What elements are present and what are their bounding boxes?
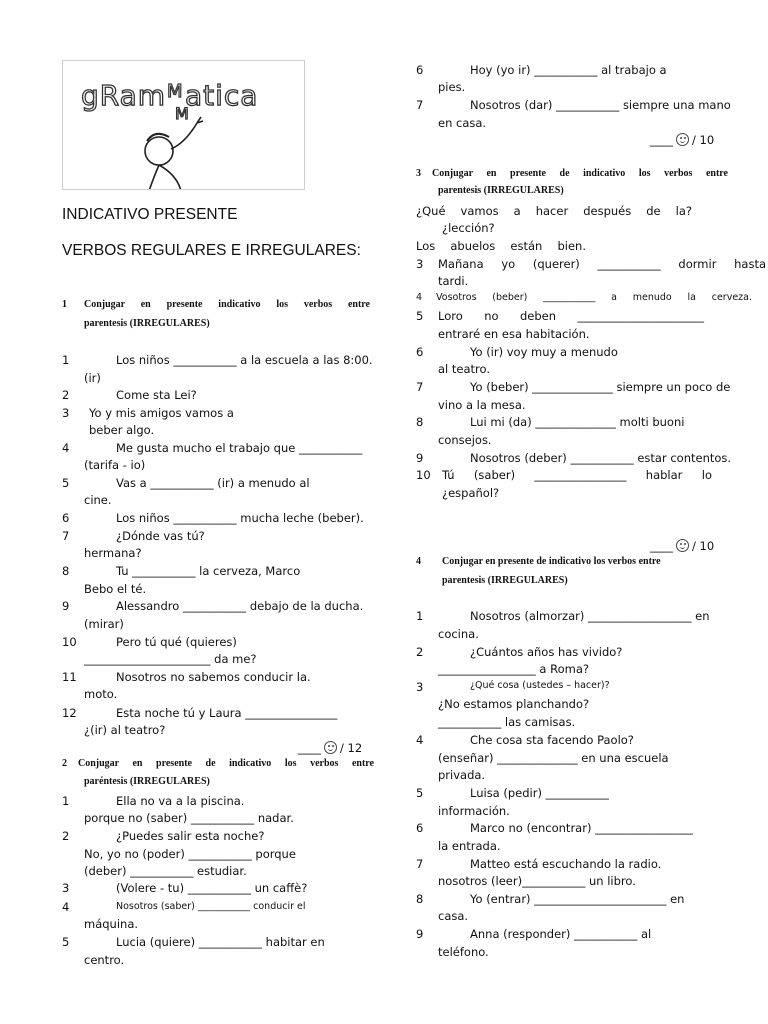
ex3-item-text: Yo (beber) ______________ siempre un poco de [470,380,731,394]
ex3-item-text-cont: ¿español? [442,486,500,500]
ex2-number: 2 [62,758,67,769]
ex4-item-number: 9 [416,927,424,941]
ex1-item-text: Nosotros no sabemos conducir la. [116,670,311,684]
ex1-item-text-cont: cine. [84,493,112,507]
score-total: / 12 [340,741,363,755]
ex1-item-text: Yo y mis amigos vamos a [89,406,234,420]
ex1-item-number: 8 [62,564,70,578]
ex3-item-text: Yo (ir) voy muy a menudo [470,345,618,359]
ex3-item-text: Lui mi (da) ______________ molti buoni [470,415,685,429]
ex4-item-text: Matteo está escuchando la radio. [470,857,662,871]
ex3-item-number: 10 [416,468,431,482]
ex3-number: 3 [416,168,421,179]
ex3-item-text-cont: tardi. [438,274,469,288]
ex1-item-text: Los niños ___________ mucha leche (beber). [116,511,364,525]
svg-text:gRam: gRam [81,79,167,112]
ex3-intro-line: ¿lección? [442,221,495,235]
ex2-item-text-cont: pies. [438,80,466,94]
ex2-item-text-cont: porque no (saber) ___________ nadar. [84,811,294,825]
ex3-item-number: 4 [416,292,423,303]
ex2-item-text-cont: máquina. [84,917,139,931]
ex3-item-text-cont: entraré en esa habitación. [438,327,590,341]
ex1-item-text: Me gusta mucho el trabajo que ___________ [116,441,363,455]
ex1-item-text-cont: ______________________ da me? [84,652,257,666]
ex3-item-text-cont: al teatro. [438,362,491,376]
ex1-item-text: Come sta Lei? [116,388,197,402]
ex3-item-number: 8 [416,415,424,429]
ex2-item-text: Lucia (quiere) ___________ habitar en [116,935,325,949]
page-title: INDICATIVO PRESENTE [62,206,238,223]
ex1-score [298,741,362,755]
ex2-instruction-cont: paréntesis (IRREGULARES) [84,776,210,787]
ex3-item-number: 9 [416,451,424,465]
score-blank: ____ [650,133,673,147]
ex3-score [650,539,714,553]
ex1-item-text-cont: (ir) [84,371,101,385]
ex4-item-text-cont: privada. [438,768,486,782]
ex4-item-number: 3 [416,680,424,694]
ex3-item-text: Vosotros (beber) ___________ a menudo la cerveza. [436,292,752,303]
ex4-item-text: ¿Cuántos años has vivido? [470,645,623,659]
gramatica-logo-drawing [63,61,305,190]
ex3-intro-line: Los abuelos están bien. [416,239,586,253]
ex2-item-text-cont: centro. [84,953,125,967]
svg-text:M: M [167,81,183,102]
ex4-item-text-cont: ¿No estamos planchando? [438,697,590,711]
ex1-item-text: Tu ___________ la cerveza, Marco [116,564,301,578]
ex1-item-text-cont: beber algo. [89,423,155,437]
page-subtitle: VERBOS REGULARES E IRREGULARES: [62,242,361,259]
score-blank: ____ [650,539,673,553]
svg-text:M: M [175,104,189,123]
ex3-item-text-cont: vino a la mesa. [438,398,526,412]
ex4-item-text-cont: la entrada. [438,839,501,853]
ex4-item-text-cont: ___________ las camisas. [438,715,576,729]
score-blank: ____ [298,741,321,755]
ex2-item-number: 5 [62,935,70,949]
ex3-item-number: 5 [416,309,424,323]
ex4-item-text: Anna (responder) ___________ al [470,927,652,941]
smiley-icon [676,539,689,552]
ex1-item-number: 1 [62,353,70,367]
ex3-item-text: Nosotros (deber) ___________ estar contentos. [470,451,732,465]
ex4-item-text-cont: (enseñar) ______________ en una escuela [438,751,669,765]
ex1-item-text-cont: moto. [84,687,118,701]
ex3-item-number: 3 [416,257,424,271]
ex4-item-number: 1 [416,609,424,623]
ex4-item-text-cont: teléfono. [438,945,489,959]
ex4-item-text-cont: _________________ a Roma? [438,662,589,676]
ex3-intro-line: ¿Qué vamos a hacer después de la? [416,204,692,218]
ex1-number: 1 [62,299,67,310]
smiley-icon [324,741,337,754]
ex4-item-number: 2 [416,645,424,659]
ex3-instruction: Conjugar en presente de indicativo los verbos entre [432,168,728,179]
ex4-item-text: Marco no (encontrar) _________________ [470,821,693,835]
ex1-instruction-cont: parentesis (IRREGULARES) [84,318,210,329]
svg-text:atica: atica [185,79,259,112]
score-total: / 10 [692,539,715,553]
ex4-item-text: Luisa (pedir) ___________ [470,786,609,800]
ex3-item-text: Tú (saber) ________________ hablar lo [442,468,712,482]
ex1-item-text: ¿Dónde vas tú? [116,529,205,543]
ex1-instruction: Conjugar en presente indicativo los verbos entre [84,299,370,310]
gramatica-logo [62,60,305,190]
ex2-item-text: Nosotros (dar) ___________ siempre una mano [470,98,731,112]
ex3-instruction-cont: parentesis (IRREGULARES) [438,185,564,196]
ex3-item-text-cont: consejos. [438,433,492,447]
ex2-item-text: ¿Puedes salir esta noche? [116,829,265,843]
ex4-item-text-cont: nosotros (leer)___________ un libro. [438,874,636,888]
ex1-item-number: 10 [62,635,77,649]
ex1-item-text: Esta noche tú y Laura ________________ [116,706,338,720]
ex1-item-text: Alessandro ___________ debajo de la ducha. [116,599,364,613]
ex4-item-text: ¿Qué cosa (ustedes – hacer)? [470,680,610,691]
smiley-icon [676,133,689,146]
ex2-item-text-cont: en casa. [438,116,487,130]
ex3-item-number: 7 [416,380,424,394]
score-total: / 10 [692,133,715,147]
ex4-item-number: 7 [416,857,424,871]
ex1-item-text: Vas a ___________ (ir) a menudo al [116,476,310,490]
ex1-item-text-cont: ¿(ir) al teatro? [84,723,166,737]
ex4-item-text: Yo (entrar) _______________________ en [470,892,685,906]
ex2-item-number: 6 [416,63,424,77]
ex1-item-number: 11 [62,670,77,684]
ex4-item-text-cont: casa. [438,909,469,923]
ex1-item-number: 12 [62,706,77,720]
ex2-item-text: Nosotros (saber) ___________ conducir el [116,901,306,912]
ex1-item-text: Los niños ___________ a la escuela a las 8:00. [116,353,373,367]
ex4-item-number: 5 [416,786,424,800]
ex3-item-number: 6 [416,345,424,359]
ex1-item-text-cont: (mirar) [84,617,124,631]
ex4-item-text: Che cosa sta facendo Paolo? [470,733,634,747]
ex2-item-number: 1 [62,794,70,808]
ex2-item-number: 2 [62,829,70,843]
ex1-item-number: 3 [62,406,70,420]
ex4-item-text: Nosotros (almorzar) __________________ en [470,609,710,623]
ex1-item-number: 9 [62,599,70,613]
ex1-item-text-cont: (tarifa - io) [84,458,146,472]
ex2-item-text: (Volere - tu) ___________ un caffè? [116,881,308,895]
ex4-item-text-cont: cocina. [438,627,479,641]
ex2-item-text-cont: (deber) ___________ estudiar. [84,864,247,878]
ex1-item-text: Pero tú qué (quieres) [116,635,237,649]
ex2-item-number: 3 [62,881,70,895]
ex2-item-number: 7 [416,98,424,112]
ex4-instruction-cont: parentesis (IRREGULARES) [442,575,568,586]
ex1-item-number: 5 [62,476,70,490]
ex2-score [650,133,714,147]
ex4-item-number: 6 [416,821,424,835]
ex4-item-number: 4 [416,733,424,747]
ex1-item-number: 2 [62,388,70,402]
ex2-item-text-cont: No, yo no (poder) ___________ porque [84,847,296,861]
ex1-item-number: 6 [62,511,70,525]
ex4-number: 4 [416,556,421,567]
ex2-item-number: 4 [62,900,70,914]
ex1-item-number: 4 [62,441,70,455]
ex4-instruction: Conjugar en presente de indicativo los verbos entre [442,556,661,567]
ex2-item-text: Ella no va a la piscina. [116,794,245,808]
ex3-item-text: Mañana yo (querer) ___________ dormir hasta [438,257,766,271]
ex3-item-text: Loro no deben ______________________ [438,309,704,323]
ex1-item-text-cont: Bebo el té. [84,582,147,596]
ex4-item-text-cont: información. [438,804,510,818]
ex2-instruction: Conjugar en presente de indicativo los verbos entre [78,758,374,769]
ex4-item-number: 8 [416,892,424,906]
ex1-item-number: 7 [62,529,70,543]
ex1-item-text-cont: hermana? [84,546,142,560]
ex2-item-text: Hoy (yo ir) ___________ al trabajo a [470,63,667,77]
